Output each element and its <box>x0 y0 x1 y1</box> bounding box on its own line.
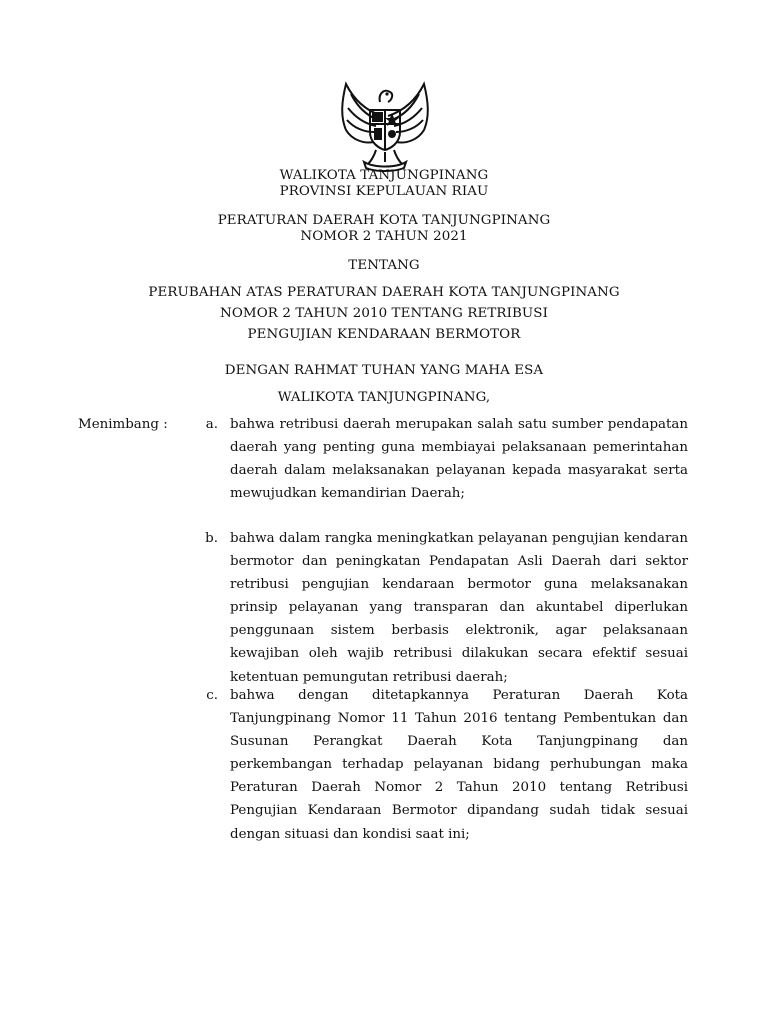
subject-line-1: PERUBAHAN ATAS PERATURAN DAERAH KOTA TANJUNGPINANG <box>148 285 620 300</box>
regulation-title: PERATURAN DAERAH KOTA TANJUNGPINANG <box>217 213 551 228</box>
consideration-text-b: bahwa dalam rangka meningkatkan pelayanan pengujian kendaran bermotor dan peningkatan Pendapatan Asli Daerah dari sektor retribusi pengujian kendaraan bermotor guna melaksanakan prinsip pelayanan yang transparan dan akuntabel diperlukan penggunaan sistem berbasis elektronik, agar pelaksanaan kewajiban oleh wajib retribusi dilakukan secara efektif sesuai ketentuan pemungutan retribusi daerah; <box>230 531 688 685</box>
menimbang-label: Menimbang : <box>78 417 168 432</box>
issuer-province: PROVINSI KEPULAUAN RIAU <box>279 184 489 199</box>
consideration-letter-b: b. <box>205 531 218 546</box>
subject-line-2: NOMOR 2 TAHUN 2010 TENTANG RETRIBUSI <box>220 306 548 321</box>
subject-line-3: PENGUJIAN KENDARAAN BERMOTOR <box>247 327 521 342</box>
issuer-title: WALIKOTA TANJUNGPINANG <box>279 168 489 183</box>
preamble-walikota: WALIKOTA TANJUNGPINANG, <box>277 390 491 405</box>
preamble-rahmat: DENGAN RAHMAT TUHAN YANG MAHA ESA <box>224 363 544 378</box>
garuda-emblem-icon <box>334 76 436 172</box>
consideration-letter-c: c. <box>206 688 218 703</box>
consideration-text-a: bahwa retribusi daerah merupakan salah satu sumber pendapatan daerah yang penting guna membiayai pelaksanaan pemerintahan daerah dalam melaksanakan pelayanan kepada masyarakat serta mewujudkan kemandirian Daerah; <box>230 417 688 502</box>
tentang-heading: TENTANG <box>348 258 420 273</box>
consideration-text-c: bahwa dengan ditetapkannya Peraturan Daerah Kota Tanjungpinang Nomor 11 Tahun 2016 tentang Pembentukan dan Susunan Perangkat Daerah Kota Tanjungpinang dan perkembangan terhadap pelayanan bidang perhubungan maka Peraturan Daerah Nomor 2 Tahun 2010 tentang Retribusi Pengujian Kendaraan Bermotor dipandang sudah tidak sesuai dengan situasi dan kondisi saat ini; <box>230 688 688 842</box>
regulation-number: NOMOR 2 TAHUN 2021 <box>300 229 468 244</box>
consideration-letter-a: a. <box>205 417 218 432</box>
